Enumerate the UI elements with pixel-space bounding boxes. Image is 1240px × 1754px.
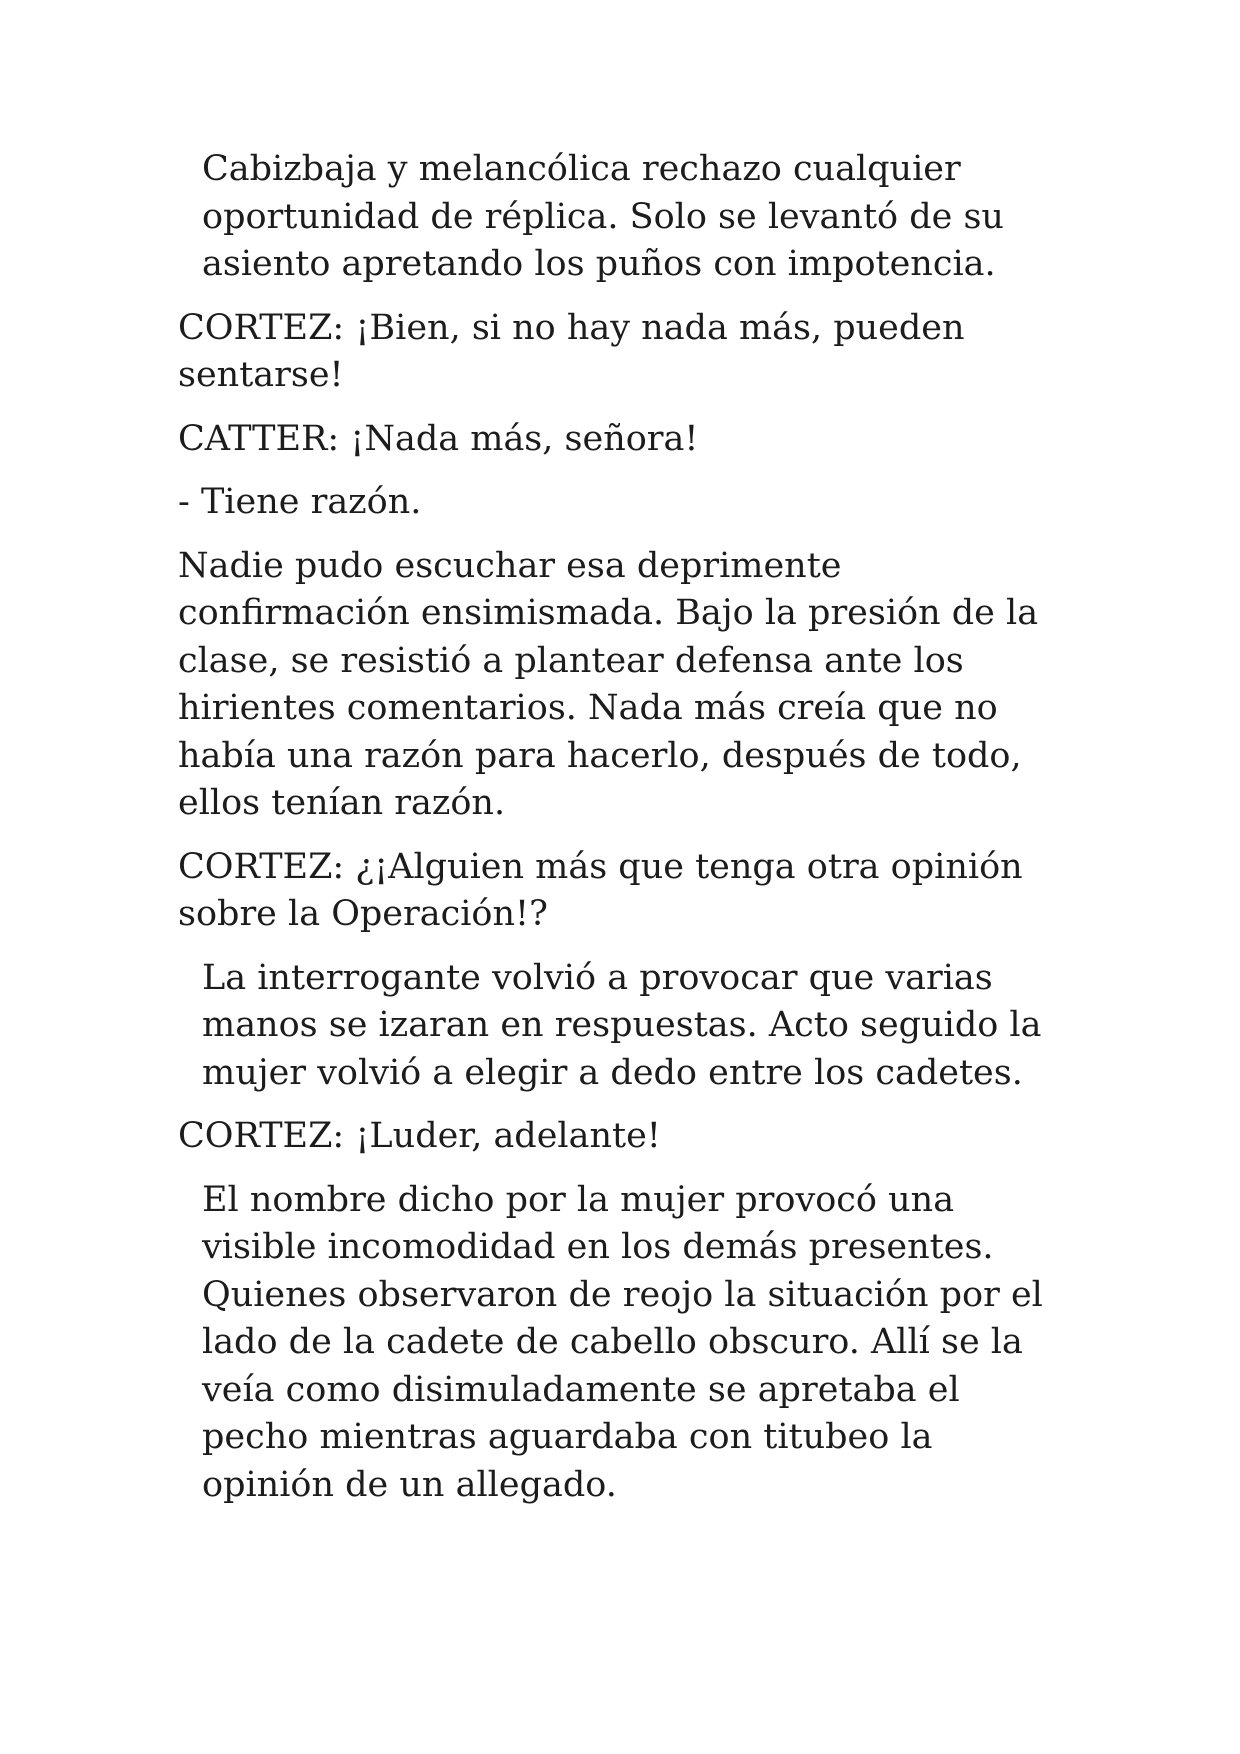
text-line: clase, se resistió a plantear defensa ante los: [178, 640, 964, 681]
paragraph-dialogue: [178, 479, 1078, 527]
text-line: CORTEZ: ¡Luder, adelante!: [178, 1116, 661, 1156]
paragraph-dialogue: [178, 1113, 1078, 1161]
text-line: confirmación ensimismada. Bajo la presión de la: [178, 593, 1039, 633]
paragraph-dialogue: [178, 844, 1078, 939]
paragraph-dialogue: [178, 416, 1078, 464]
text-line: oportunidad de réplica. Solo se levantó de su: [202, 196, 1004, 237]
text-line: El nombre dicho por la mujer provocó una: [202, 1179, 955, 1220]
paragraph-narration: [178, 1177, 1078, 1510]
text-line: veía como disimuladamente se apretaba el: [202, 1369, 960, 1410]
text-line: manos se izaran en respuestas. Acto seguido la: [202, 1005, 1042, 1045]
text-line: Quienes observaron de reojo la situación por el: [202, 1274, 1043, 1315]
document-page: [178, 146, 1078, 1525]
text-line: Cabizbaja y melancólica rechazo cualquier: [202, 149, 961, 189]
paragraph-narration: [178, 146, 1078, 289]
text-line: Nadie pudo escuchar esa deprimente: [178, 545, 842, 586]
text-line: - Tiene razón.: [178, 482, 422, 522]
text-line: CATTER: ¡Nada más, señora!: [178, 418, 699, 459]
text-line: había una razón para hacerlo, después de todo,: [178, 735, 1022, 776]
text-line: opinión de un allegado.: [202, 1464, 617, 1505]
text-line: CORTEZ: ¡Bien, si no hay nada más, pueden: [178, 307, 965, 348]
text-line: asiento apretando los puños con impotencia.: [202, 244, 996, 284]
text-line: hirientes comentarios. Nada más creía que no: [178, 688, 998, 728]
text-line: mujer volvió a elegir a dedo entre los cadetes.: [202, 1052, 1023, 1093]
paragraph-dialogue: [178, 305, 1078, 400]
text-line: sentarse!: [178, 355, 344, 395]
text-line: lado de la cadete de cabello obscuro. Allí se la: [202, 1322, 1023, 1362]
text-line: pecho mientras aguardaba con titubeo la: [202, 1417, 933, 1457]
text-line: sobre la Operación!?: [178, 894, 548, 934]
text-line: La interrogante volvió a provocar que varias: [202, 957, 993, 998]
paragraph-narration: [178, 543, 1078, 828]
text-line: ellos tenían razón.: [178, 783, 506, 823]
paragraph-narration: [178, 955, 1078, 1098]
text-line: CORTEZ: ¿¡Alguien más que tenga otra opinión: [178, 846, 1023, 887]
text-line: visible incomodidad en los demás presentes.: [202, 1227, 994, 1267]
